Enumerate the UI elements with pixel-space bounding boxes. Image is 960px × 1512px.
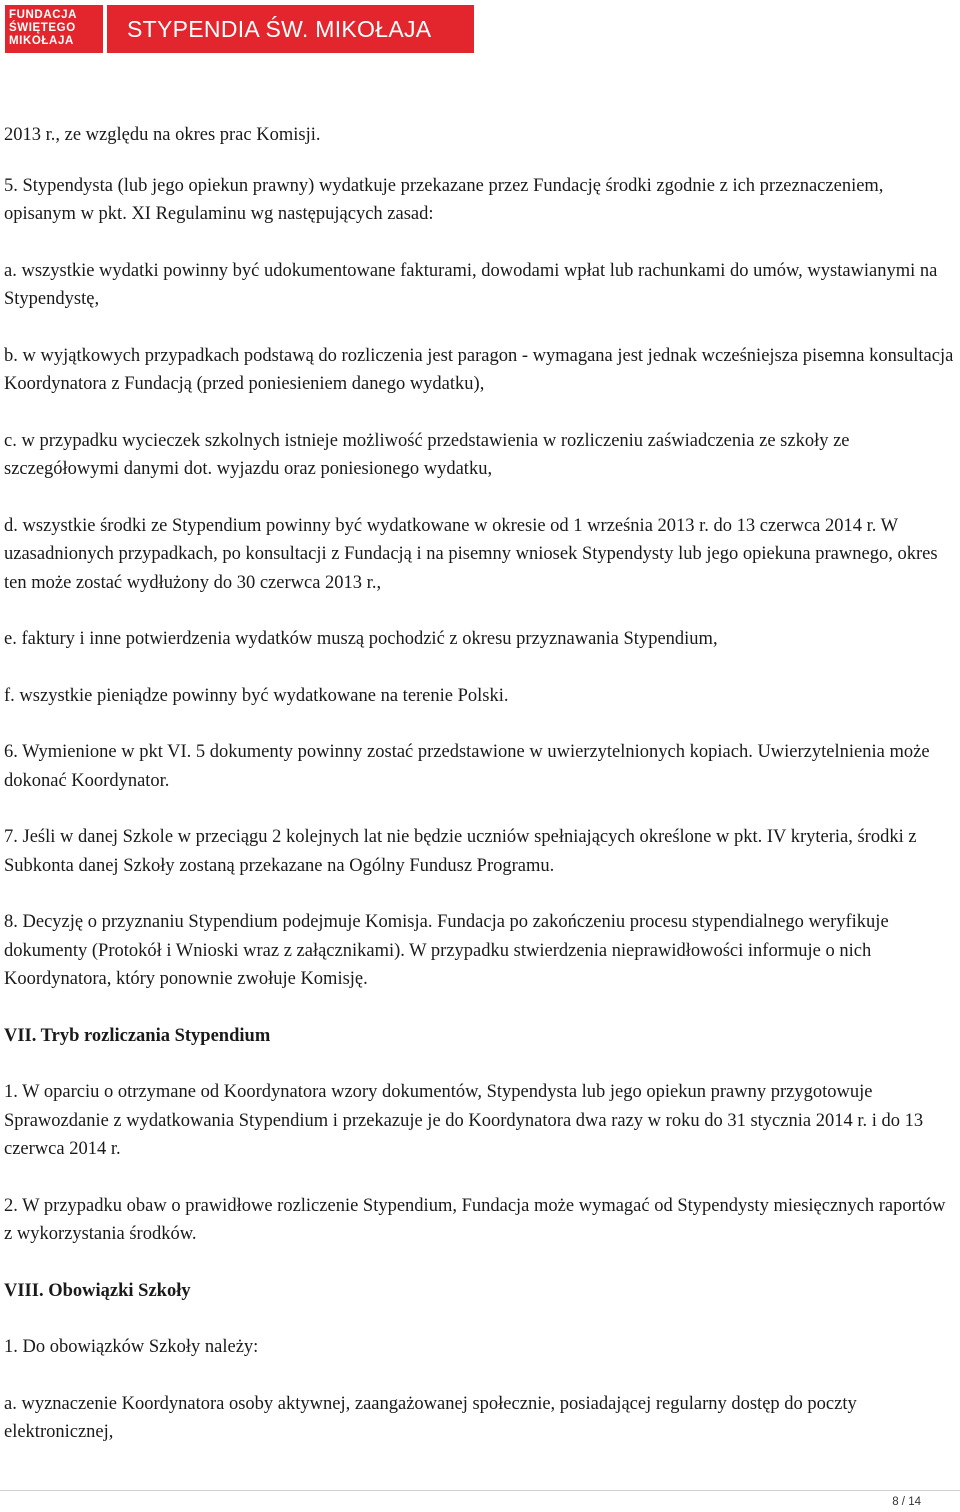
paragraph-text: wszystkie środki ze Stypendium powinny być wydatkowane w okresie od 1 września 2013 r. do 13 czerwca 2014 r. W uzasadnionych przypadkach, po konsultacji z Fundacją i na pisemny wniosek Stypendysty lub jego opiekuna prawnego, okres ten może zostać wydłużony do 30 czerwca 2013 r.,: [4, 515, 938, 593]
document-body: [4, 121, 954, 1475]
paragraph-lead: 1.: [4, 1337, 18, 1357]
paragraph-lead: 5.: [4, 175, 18, 196]
paragraph-text: Jeśli w danej Szkole w przeciągu 2 kolejnych lat nie będzie uczniów spełniających określone w pkt. IV kryteria, środki z Subkonta danej Szkoły zostaną przekazane na Ogólny Fundusz Programu.: [4, 827, 917, 876]
footer-divider: [0, 1490, 960, 1491]
paragraph: [4, 625, 954, 654]
section-heading: [4, 1022, 954, 1051]
paragraph-lead: 7.: [4, 827, 18, 847]
paragraph-text: w wyjątkowych przypadkach podstawą do rozliczenia jest paragon - wymagana jest jednak wcześniejsza pisemna konsultacja Koordynatora z Fundacją (przed poniesieniem danego wydatku),: [4, 345, 954, 394]
paragraph: [4, 682, 954, 711]
paragraph-text: Do obowiązków Szkoły należy:: [17, 1337, 259, 1357]
paragraph-lead: 8.: [4, 912, 18, 932]
section-heading: [4, 1277, 954, 1306]
paragraph: [4, 172, 954, 229]
page-header: [5, 5, 474, 53]
paragraph-text: wszystkie pieniądze powinny być wydatkowane na terenie Polski.: [14, 685, 509, 706]
paragraph-lead: a.: [4, 260, 17, 281]
paragraph-lead: b.: [4, 345, 18, 366]
logo-line: ŚWIĘTEGO: [9, 22, 76, 34]
logo-line: MIKOŁAJA: [9, 35, 74, 47]
paragraph: [4, 1333, 954, 1362]
paragraph-text: wszystkie wydatki powinny być udokumentowane fakturami, dowodami wpłat lub rachunkami do umów, wystawianymi na Stypendystę,: [4, 260, 938, 309]
paragraph-text: Wymienione w pkt VI. 5 dokumenty powinny zostać przedstawione w uwierzytelnionych kopiach. Uwierzytelnienia może dokonać Koordynator.: [4, 742, 930, 791]
paragraph: [4, 257, 954, 314]
paragraph-lead: 1.: [4, 1082, 18, 1102]
paragraph: [4, 1078, 954, 1164]
paragraph-text: W przypadku obaw o prawidłowe rozliczenie Stypendium, Fundacja może wymagać od Stypendysty miesięcznych raportów z wykorzystania środków.: [4, 1195, 946, 1244]
paragraph-lead: e.: [4, 629, 17, 649]
section-heading-text: VII. Tryb rozliczania Stypendium: [4, 1025, 271, 1046]
section-heading-text: VIII. Obowiązki Szkoły: [4, 1280, 191, 1301]
paragraph-lead: f.: [4, 685, 15, 706]
paragraph: [4, 1192, 954, 1249]
paragraph-lead: d.: [4, 515, 18, 536]
paragraph-text: Decyzję o przyznaniu Stypendium podejmuje Komisja. Fundacja po zakończeniu procesu stypendialnego weryfikuje dokumenty (Protokół i Wnioski wraz z załącznikami). W przypadku stwierdzenia nieprawidłowości informuje o nich Koordynatora, który ponownie zwołuje Komisję.: [4, 912, 889, 989]
paragraph-text: 2013 r., ze względu na okres prac Komisji.: [4, 125, 321, 145]
paragraph-lead: a.: [4, 1393, 17, 1414]
paragraph: [4, 121, 954, 150]
foundation-logo: [5, 5, 103, 53]
paragraph: [4, 823, 954, 880]
paragraph-lead: 6.: [4, 742, 18, 762]
paragraph-text: faktury i inne potwierdzenia wydatków muszą pochodzić z okresu przyznawania Stypendium,: [16, 629, 718, 649]
paragraph: [4, 1390, 954, 1447]
paragraph: [4, 427, 954, 484]
paragraph-text: Stypendysta (lub jego opiekun prawny) wydatkuje przekazane przez Fundację środki zgodnie z ich przeznaczeniem, opisanym w pkt. XI Regulaminu wg następujących zasad:: [4, 175, 884, 224]
paragraph-lead: c.: [4, 430, 17, 451]
paragraph-text: w przypadku wycieczek szkolnych istnieje możliwość przedstawienia w rozliczeniu zaświadczenia ze szkoły ze szczegółowymi danymi dot. wyjazdu oraz poniesionego wydatku,: [4, 430, 850, 479]
banner-title: STYPENDIA ŚW. MIKOŁAJA: [107, 5, 474, 53]
logo-line: FUNDACJA: [9, 9, 78, 21]
paragraph: [4, 342, 954, 399]
paragraph: [4, 908, 954, 994]
paragraph-lead: 2.: [4, 1195, 18, 1216]
paragraph-text: W oparciu o otrzymane od Koordynatora wzory dokumentów, Stypendysta lub jego opiekun prawny przygotowuje Sprawozdanie z wydatkowania Stypendium i przekazuje je do Koordynatora dwa razy w roku do 31 stycznia 2014 r. i do 13 czerwca 2014 r.: [4, 1082, 924, 1159]
paragraph: [4, 512, 954, 598]
paragraph-text: wyznaczenie Koordynatora osoby aktywnej, zaangażowanej społecznie, posiadającej regularny dostęp do poczty elektronicznej,: [4, 1393, 857, 1442]
paragraph: [4, 738, 954, 795]
page-number: 8 / 14: [892, 1496, 921, 1508]
